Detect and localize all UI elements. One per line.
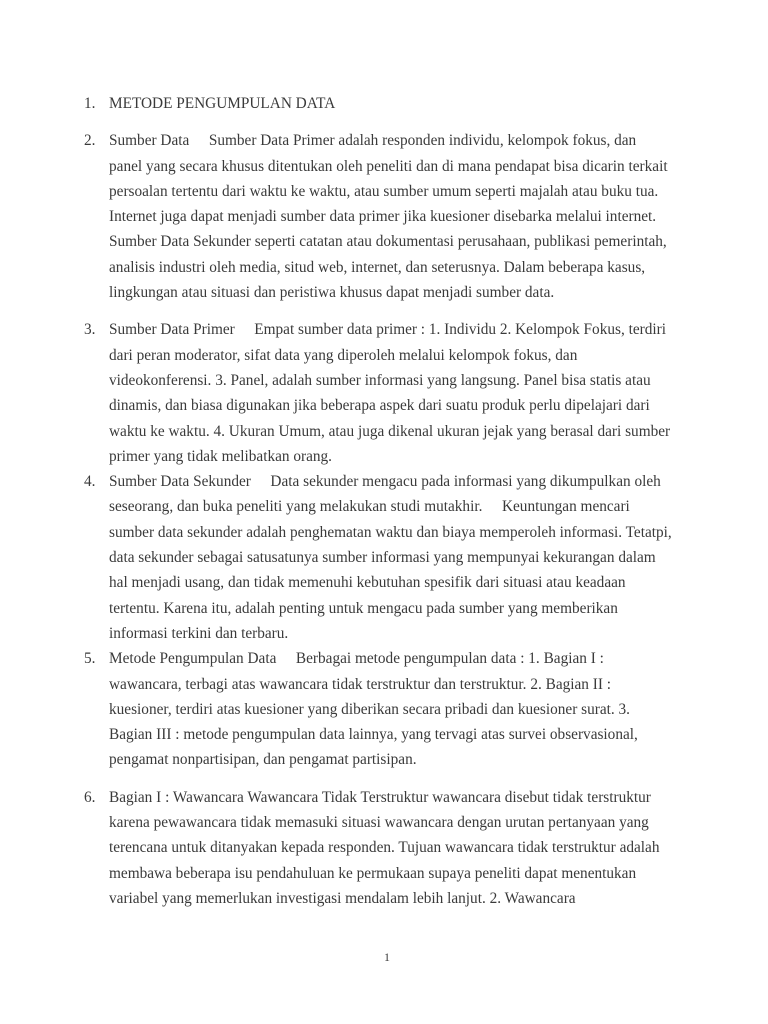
list-item-number: 2. [84,132,96,150]
list-item [0,469,768,646]
list-item-text: Metode Pengumpulan Data Berbagai metode pengumpulan data : 1. Bagian I : wawancara, terbagi atas wawancara tidak terstruktur dan terstruktur. 2. Bagian II : kuesioner, terdiri atas kuesioner yang diberikan secara pribadi dan kuesioner surat. 3. Bagian III : metode pengumpulan data lainnya, yang tervagi atas survei observasional, pengamat nonpartisipan, dan pengamat partisipan. [109,650,670,769]
list-item-text: METODE PENGUMPULAN DATA [109,95,336,112]
list-item-number: 6. [84,788,96,806]
list-item-number: 1. [84,95,96,112]
list-item-number: 4. [84,473,96,491]
list-item-text: Sumber Data Sumber Data Primer adalah responden individu, kelompok fokus, dan panel yang secara khusus ditentukan oleh peneliti dan di mana pendapat bisa dicarin terkait persoalan tertentu dari waktu ke waktu, atau sumber umum seperti majalah atau buku tua. Internet juga dapat menjadi sumber data primer jika kuesioner disebarka melalui internet. Sumber Data Sekunder seperti catatan atau dokumentasi perusahaan, publikasi pemerintah, analisis industri oleh media, situd web, internet, dan seterusnya. Dalam beberapa kasus, lingkungan atau situasi dan peristiwa khusus dapat menjadi sumber data. [109,132,667,302]
page-number: 1 [384,950,390,964]
list-item-number: 3. [84,321,96,339]
list-item-text: Bagian I : Wawancara Wawancara Tidak Terstruktur wawancara disebut tidak terstruktur karena pewawancara tidak memasuki situasi wawancara dengan urutan pertanyaan yang terencana untuk ditanyakan kepada responden. Tujuan wawancara tidak terstruktur adalah membawa beberapa isu pendahuluan ke permukaan supaya peneliti dapat menentukan variabel yang memerlukan investigasi mendalam lebih lanjut. 2. Wawancara [109,788,660,907]
list-item-text: Sumber Data Sekunder Data sekunder mengacu pada informasi yang dikumpulkan oleh seseorang, dan buka peneliti yang melakukan studi mutakhir. Keuntungan mencari sumber data sekunder adalah penghematan waktu dan biaya memperoleh informasi. Tetatpi, data sekunder sebagai satusatunya sumber informasi yang mempunyai kekurangan dalam hal menjadi usang, dan tidak memenuhi kebutuhan spesifik dari situasi atau keadaan tertentu. Karena itu, adalah penting untuk mengacu pada sumber yang memberikan informasi terkini dan terbaru. [109,473,670,642]
list-item [0,317,768,469]
list-item [0,646,768,772]
list-item-number: 5. [84,650,96,668]
list-item [0,128,768,305]
numbered-list [0,91,768,911]
list-item [0,785,768,911]
list-item-text: Sumber Data Primer Empat sumber data primer : 1. Individu 2. Kelompok Fokus, terdiri dari peran moderator, sifat data yang diperoleh melalui kelompok fokus, dan videokonferensi. 3. Panel, adalah sumber informasi yang langsung. Panel bisa statis atau dinamis, dan biasa digunakan jika beberapa aspek dari suatu produk perlu dipelajari dari waktu ke waktu. 4. Ukuran Umum, atau juga dikenal ukuran jejak yang berasal dari sumber primer yang tidak melibatkan orang. [109,321,671,465]
list-item [0,91,768,116]
